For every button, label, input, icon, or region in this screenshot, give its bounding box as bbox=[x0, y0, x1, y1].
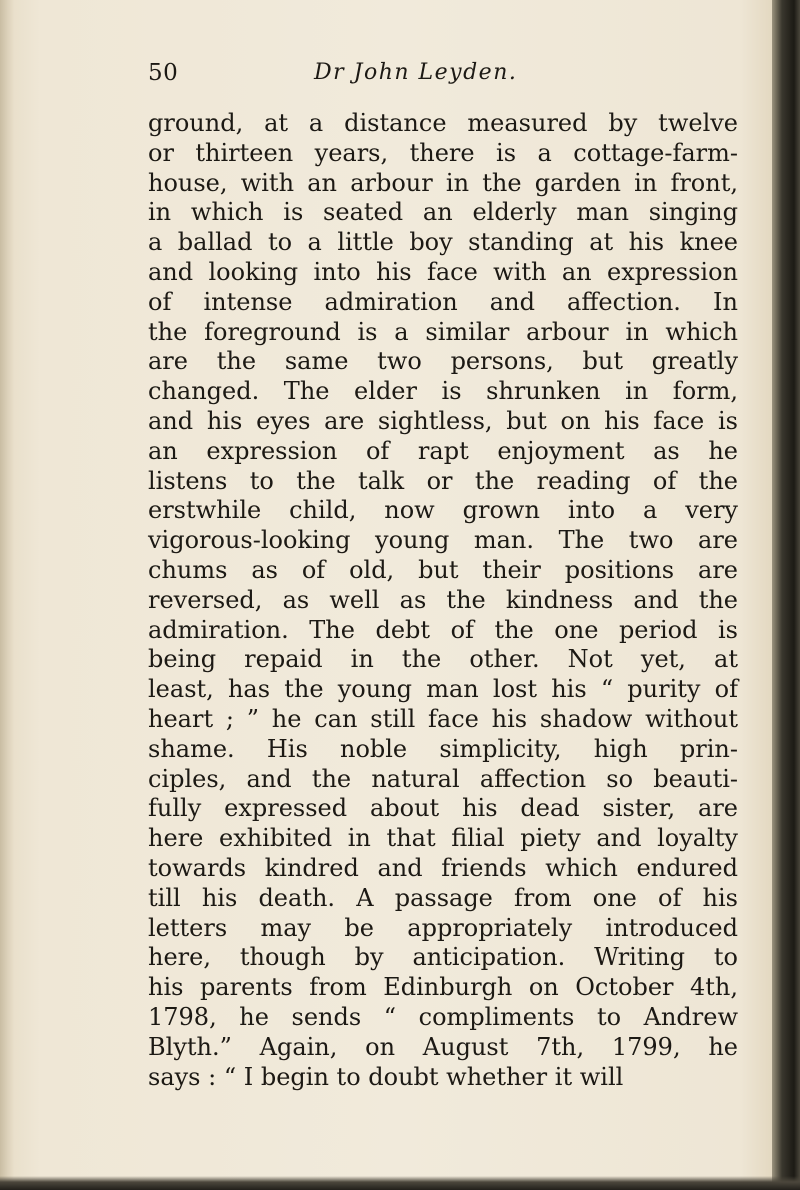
text-line: changed. The elder is shrunken in form, bbox=[148, 377, 738, 406]
page-number: 50 bbox=[148, 60, 179, 86]
text-line: 1798, he sends “ compliments to Andrew bbox=[148, 1002, 738, 1031]
text-line: heart ; ” he can still face his shadow without bbox=[148, 704, 738, 733]
text-line: erstwhile child, now grown into a very bbox=[148, 496, 738, 525]
text-line: of intense admiration and affection. In bbox=[148, 287, 738, 316]
text-line: chums as of old, but their positions are bbox=[148, 555, 738, 584]
text-line: or thirteen years, there is a cottage-farm- bbox=[148, 138, 738, 167]
text-line: are the same two persons, but greatly bbox=[148, 347, 738, 376]
text-line: here exhibited in that filial piety and loyalty bbox=[148, 824, 738, 853]
text-line: says : “ I begin to doubt whether it will bbox=[148, 1062, 624, 1091]
text-line: in which is seated an elderly man singing bbox=[148, 198, 738, 227]
text-line: and looking into his face with an expression bbox=[148, 257, 738, 286]
text-line: ciples, and the natural affection so beauti- bbox=[148, 764, 738, 793]
text-line: reversed, as well as the kindness and the bbox=[148, 585, 738, 614]
text-line: till his death. A passage from one of his bbox=[148, 883, 738, 912]
page-gutter-shadow bbox=[0, 0, 14, 1190]
page-bottom-shadow bbox=[0, 1176, 800, 1190]
text-line: least, has the young man lost his “ purity of bbox=[148, 675, 738, 704]
body-text bbox=[148, 109, 738, 1092]
text-line: being repaid in the other. Not yet, at bbox=[148, 645, 738, 674]
running-title: Dr John Leyden. bbox=[314, 60, 518, 85]
text-line: shame. His noble simplicity, high prin- bbox=[148, 734, 738, 763]
text-line: here, though by anticipation. Writing to bbox=[148, 943, 738, 972]
book-spine-shadow bbox=[772, 0, 800, 1190]
text-line: admiration. The debt of the one period is bbox=[148, 615, 738, 644]
text-line: an expression of rapt enjoyment as he bbox=[148, 436, 738, 465]
text-line: ground, at a distance measured by twelve bbox=[148, 109, 738, 137]
text-line: letters may be appropriately introduced bbox=[148, 913, 738, 942]
text-line: fully expressed about his dead sister, are bbox=[148, 794, 738, 823]
text-line: vigorous-looking young man. The two are bbox=[148, 526, 738, 555]
text-line: and his eyes are sightless, but on his face is bbox=[148, 406, 738, 435]
text-line: house, with an arbour in the garden in front, bbox=[148, 168, 738, 197]
page-header bbox=[148, 60, 736, 96]
text-line: his parents from Edinburgh on October 4th, bbox=[148, 973, 738, 1002]
text-line: listens to the talk or the reading of the bbox=[148, 466, 738, 495]
text-line: the foreground is a similar arbour in which bbox=[148, 317, 738, 346]
text-line: Blyth.” Again, on August 7th, 1799, he bbox=[148, 1032, 738, 1061]
text-line: towards kindred and friends which endured bbox=[148, 853, 738, 882]
text-line: a ballad to a little boy standing at his knee bbox=[148, 228, 738, 257]
